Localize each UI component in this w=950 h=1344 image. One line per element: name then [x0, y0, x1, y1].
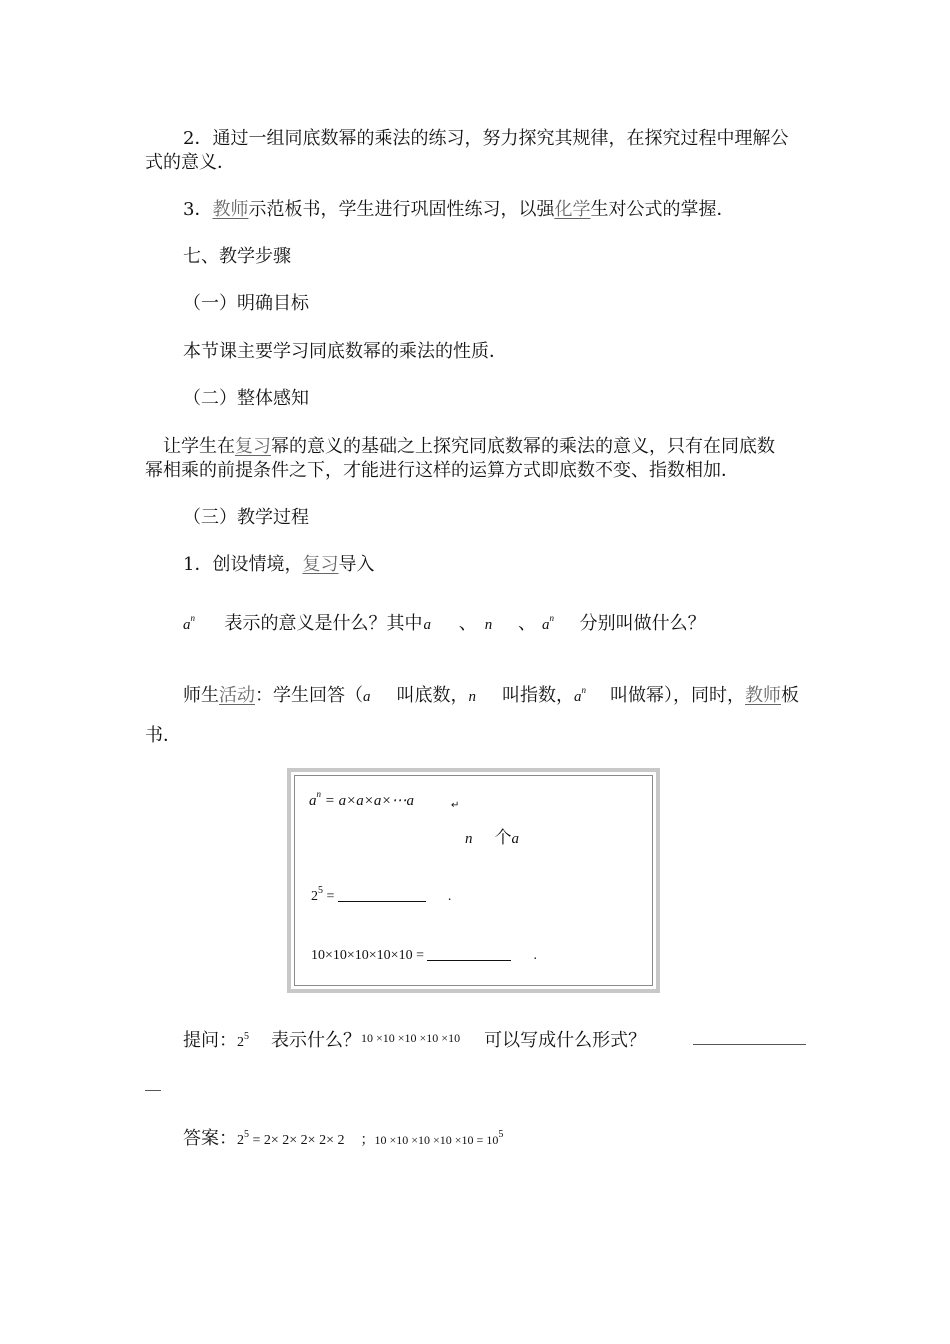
question-text-2: 分别叫做什么？ [579, 613, 706, 634]
activity-prefix: 师生 [183, 685, 219, 706]
answer-blank-1[interactable] [338, 885, 426, 902]
subheading-overall-perception: （二）整体感知 [183, 388, 309, 409]
math-a-n-2: $a^n$ [541, 613, 554, 633]
answer-separator: ； [360, 1132, 375, 1148]
math-a-n: $a^n$ [183, 613, 195, 633]
activity-text-5: 板 [781, 685, 799, 706]
step-1 [183, 553, 374, 577]
review-link[interactable]: 复习 [235, 436, 271, 457]
two-to-five-blank: $2^5$ = . [311, 885, 452, 904]
question-line [183, 606, 706, 637]
math-n: n [468, 689, 476, 705]
subheading-clear-goal: （一）明确目标 [183, 293, 309, 314]
ask-answer-blank[interactable] [693, 1044, 806, 1045]
step-1-suffix: 导入 [338, 554, 375, 575]
ask-text-2: 可以写成什么形式？ [484, 1030, 647, 1051]
para-2-line-2: 式的意义． [145, 152, 235, 173]
teacher-link[interactable]: 教师 [212, 199, 249, 220]
ask-line [183, 1025, 646, 1055]
answer-line [183, 1123, 503, 1153]
power-definition-rhs: = a×a×a×⋯a [324, 793, 414, 809]
goal-text: 本节课主要学习同底数幂的乘法的性质． [183, 341, 507, 362]
answer-expression-2: $10 \times 10 \times 10 \times 10 \times 10 = 10^5$ [374, 1129, 504, 1147]
activity-text-1: ：学生回答（ [255, 685, 363, 706]
section-heading-teaching-steps: 七、教学步骤 [183, 246, 291, 267]
ask-prefix: 提问： [183, 1030, 237, 1051]
activity-line-1 [183, 678, 799, 709]
sep-2: 、 [517, 613, 536, 634]
activity-line-2: 书． [145, 725, 181, 746]
math-a-n: $a^n$ [574, 685, 586, 705]
math-two-five: $2^5$ [237, 1031, 249, 1050]
perception-line-1 [163, 435, 775, 459]
activity-text-2: 叫底数， [396, 685, 469, 706]
subheading-teaching-process: （三）教学过程 [183, 507, 309, 528]
ask-answer-blank-continued[interactable] [145, 1090, 161, 1091]
question-text-1: 表示的意义是什么？其中 [224, 613, 423, 634]
perception-line-2: 幂相乘的前提条件之下，才能进行这样的运算方式即底数不变、指数相加． [145, 460, 739, 481]
answer-blank-2[interactable] [427, 944, 511, 961]
answer-expression-1: $2^5 = 2\times 2\times 2\times 2\times 2$ [237, 1129, 345, 1148]
perception-suffix: 幂的意义的基础之上探究同底数幂的乘法的意义，只有在同底数 [271, 436, 775, 457]
math-a: a [363, 689, 371, 705]
math-a: a [423, 617, 431, 633]
activity-text-3: 叫指数， [502, 685, 574, 706]
ask-tens: 10 ×10 ×10 ×10 ×10 [361, 1031, 461, 1045]
activity-link[interactable]: 活动 [219, 685, 255, 706]
chemistry-link[interactable]: 化学 [554, 199, 591, 220]
math-n: n [484, 617, 493, 633]
power-definition: $a^n$ = a×a×a×⋯a [309, 789, 414, 809]
para-3-mid: 示范板书，学生进行巩固性练习，以强 [248, 199, 555, 220]
activity-text-4: 叫做幂），同时， [610, 685, 745, 706]
review-link-2[interactable]: 复习 [302, 554, 339, 575]
tens-product-blank: 10×10×10×10×10 = . [311, 944, 537, 968]
sep-1: 、 [458, 613, 477, 634]
answer-prefix: 答案： [183, 1128, 237, 1149]
para-2-line-1: 2．通过一组同底数幂的乘法的练习，努力探究其规律，在探究过程中理解公 [183, 128, 789, 149]
para-3-prefix: 3． [183, 199, 213, 220]
brace-mark: ↵ [451, 800, 460, 811]
perception-prefix: 让学生在 [163, 436, 235, 457]
ask-text-1: 表示什么？ [271, 1030, 361, 1051]
step-1-prefix: 1．创设情境， [183, 554, 303, 575]
para-3-suffix: 生对公式的掌握． [590, 199, 735, 220]
n-copies-caption: n 个a [465, 828, 519, 848]
teacher-link-2[interactable]: 教师 [745, 685, 781, 706]
para-3 [183, 198, 734, 222]
blackboard-box [287, 768, 660, 993]
blackboard-inner [294, 775, 653, 986]
